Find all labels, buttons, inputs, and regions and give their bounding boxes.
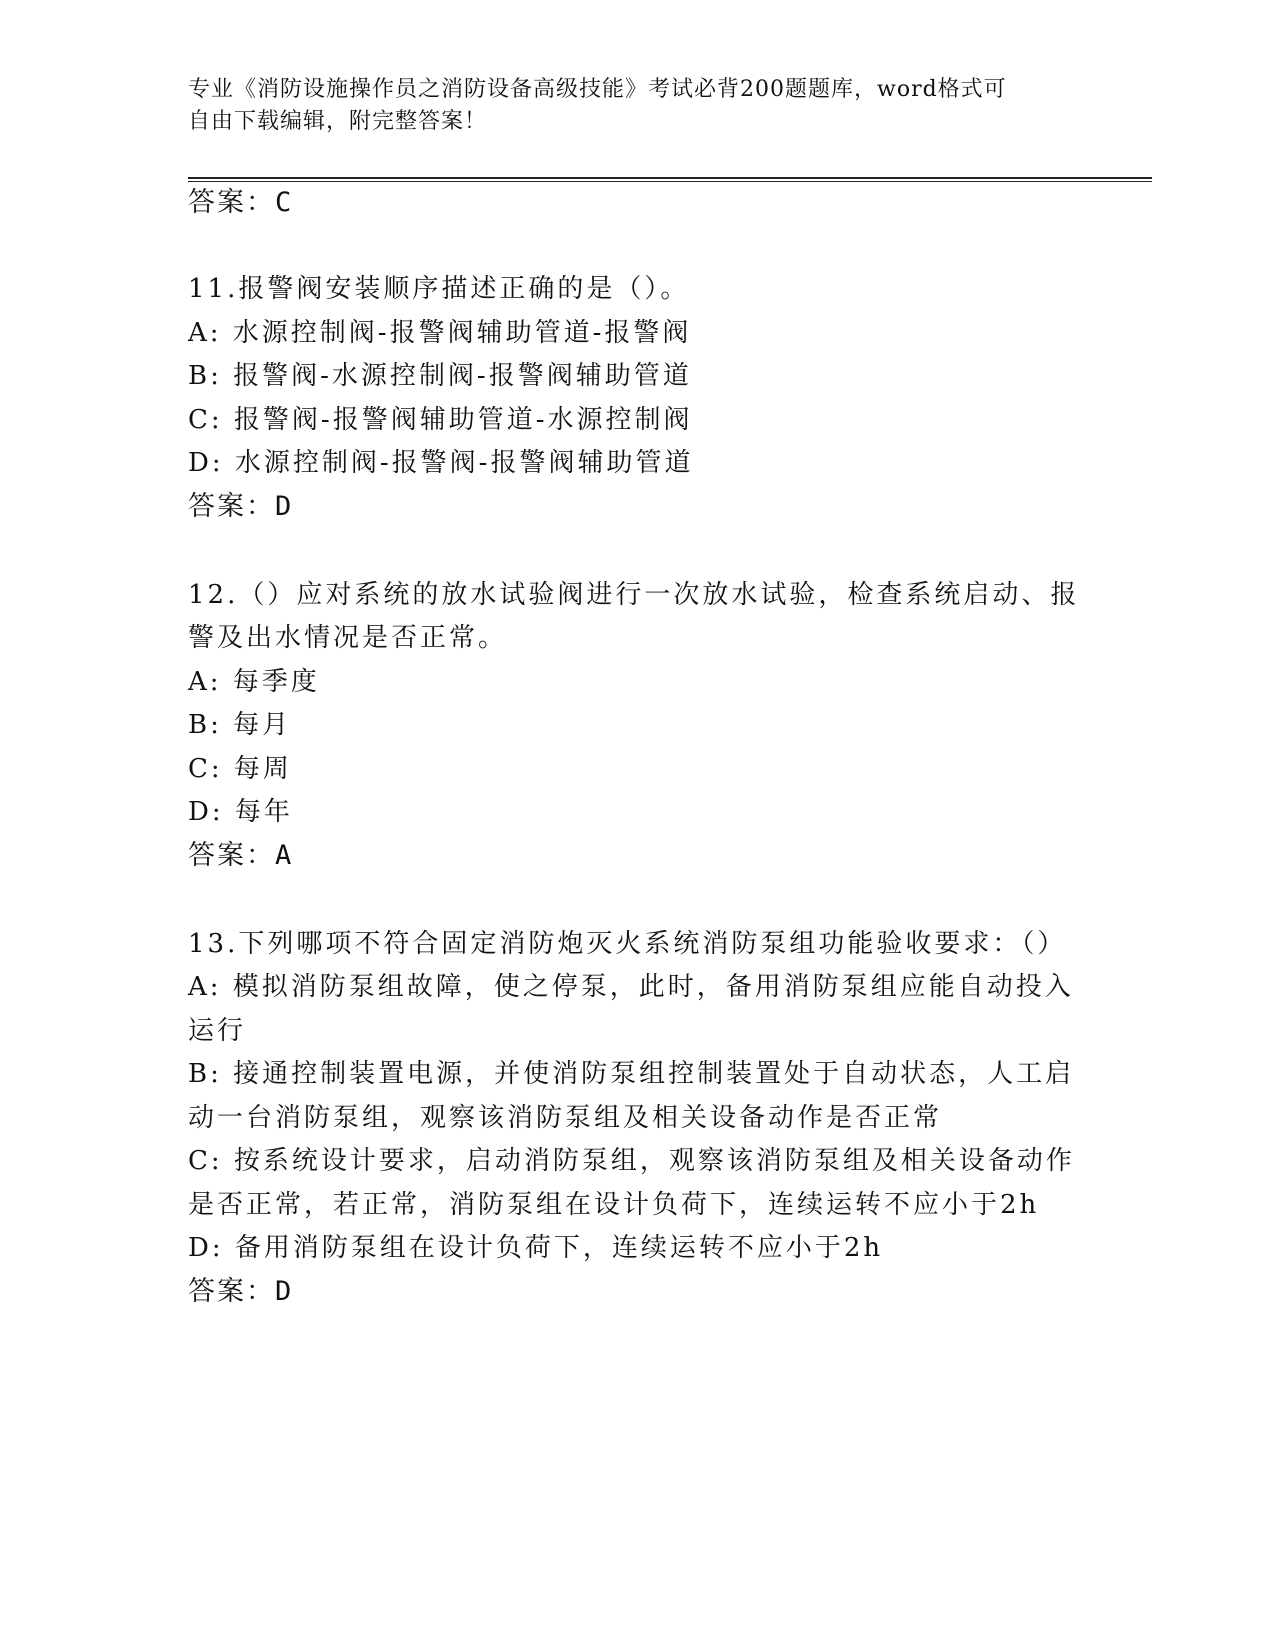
answer-line: [188, 183, 293, 223]
question-12-option-d: D: 每年: [188, 797, 293, 827]
question-13-option-a-line-1: A: 模拟消防泵组故障，使之停泵，此时，备用消防泵组应能自动投入: [188, 972, 1074, 1002]
question-13-option-b-line-1: B: 接通控制装置电源，并使消防泵组控制装置处于自动状态，人工启: [188, 1059, 1075, 1089]
question-13-option-d: D: 备用消防泵组在设计负荷下，连续运转不应小于2h: [188, 1233, 884, 1263]
answer-label: 答案：: [188, 1276, 275, 1307]
question-12-stem-line-1: 12.（）应对系统的放水试验阀进行一次放水试验，检查系统启动、报: [188, 580, 1080, 610]
header-divider-thin: [188, 181, 1152, 182]
question-11-answer: [188, 487, 293, 527]
question-12-option-c: C: 每周: [188, 754, 292, 784]
header-line-1: 专业《消防设施操作员之消防设备高级技能》考试必背200题题库，word格式可: [188, 77, 1007, 102]
answer-label: 答案：: [188, 840, 275, 871]
answer-label: 答案：: [188, 491, 275, 522]
answer-value: D: [275, 491, 294, 522]
question-13-option-a-line-2: 运行: [188, 1016, 247, 1046]
answer-label: 答案：: [188, 187, 275, 218]
document-header: [188, 74, 1068, 138]
question-11-option-a: A: 水源控制阀-报警阀辅助管道-报警阀: [188, 318, 692, 348]
question-11-stem: 11.报警阀安装顺序描述正确的是（）。: [188, 274, 690, 304]
answer-value: C: [275, 187, 294, 218]
question-12-stem-line-2: 警及出水情况是否正常。: [188, 623, 508, 653]
question-13-option-b-line-2: 动一台消防泵组，观察该消防泵组及相关设备动作是否正常: [188, 1103, 943, 1133]
answer-value: A: [275, 840, 294, 871]
question-13-answer: [188, 1272, 293, 1312]
question-13-option-c-line-2: 是否正常，若正常，消防泵组在设计负荷下，连续运转不应小于2h: [188, 1190, 1040, 1220]
question-11-option-d: D: 水源控制阀-报警阀-报警阀辅助管道: [188, 448, 694, 478]
header-line-2: 自由下载编辑，附完整答案！: [188, 109, 488, 134]
question-11-option-c: C: 报警阀-报警阀辅助管道-水源控制阀: [188, 405, 693, 435]
question-11-option-b: B: 报警阀-水源控制阀-报警阀辅助管道: [188, 361, 692, 391]
question-12-answer: [188, 836, 293, 876]
question-12-option-b: B: 每月: [188, 710, 292, 740]
question-12-option-a: A: 每季度: [188, 667, 320, 697]
question-13-option-c-line-1: C: 按系统设计要求，启动消防泵组，观察该消防泵组及相关设备动作: [188, 1146, 1075, 1176]
answer-value: D: [275, 1276, 294, 1307]
header-divider: [188, 177, 1152, 179]
question-13-stem: 13.下列哪项不符合固定消防炮灭火系统消防泵组功能验收要求：（）: [188, 929, 1067, 959]
